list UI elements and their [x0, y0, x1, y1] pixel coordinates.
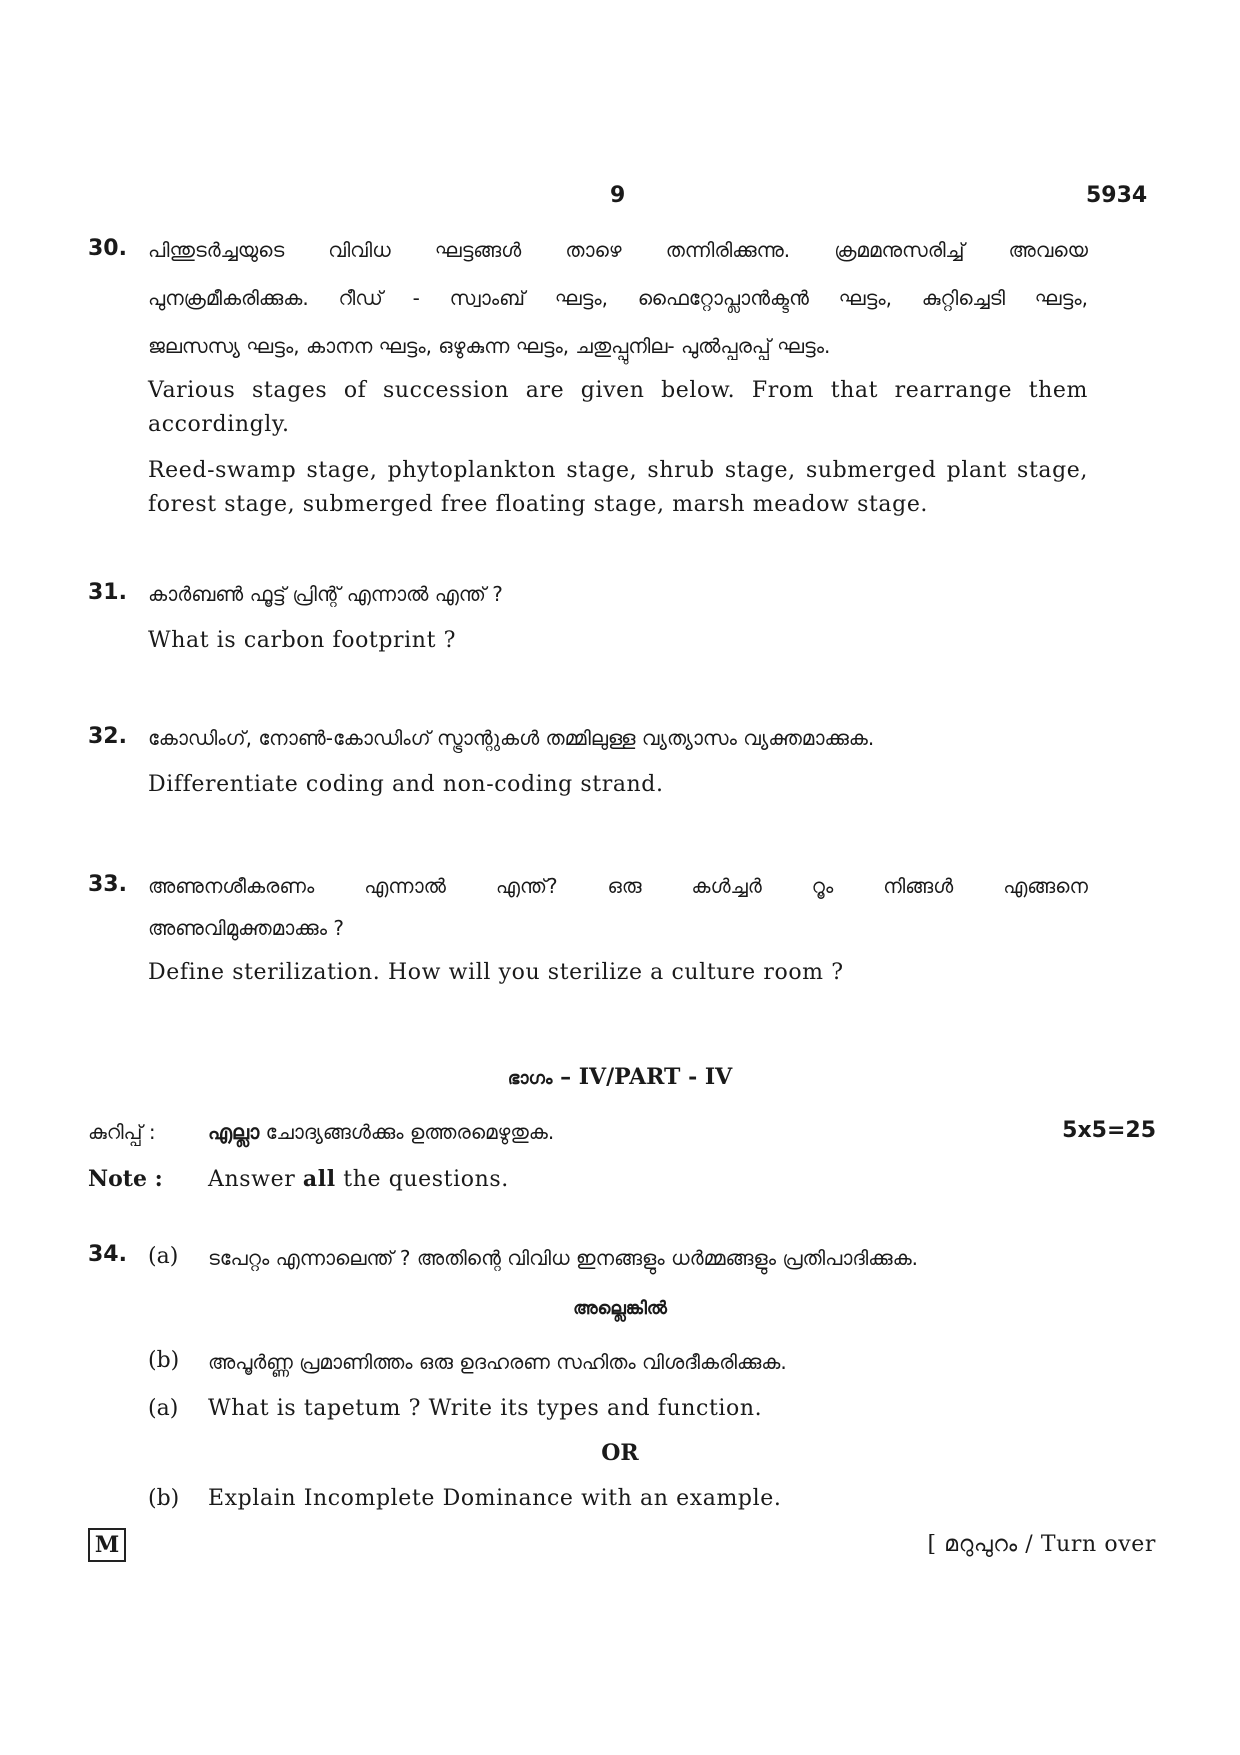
part-heading-separator: –: [552, 1064, 579, 1090]
question-number-30: 30.: [88, 236, 127, 261]
q32-malayalam: കോഡിംഗ്, നോൺ-കോഡിംഗ് സ്ട്രാന്റുകൾ തമ്മിലുള്ള വ്യത്യാസം വ്യക്തമാക്കുക.: [148, 726, 875, 750]
q34-a-english: What is tapetum ? Write its types and function.: [208, 1396, 763, 1421]
q30-english-line-1: Various stages of succession are given below. From that rearrange them: [148, 378, 1088, 403]
page-number: 9: [610, 183, 626, 208]
q34-a-label-malayalam: (a): [148, 1244, 179, 1269]
marks-total: 5x5=25: [1062, 1118, 1156, 1143]
note-text-malayalam: [208, 1120, 554, 1144]
turn-over: [ മറുപുറം / Turn over: [927, 1532, 1156, 1557]
note-post: the questions.: [335, 1167, 509, 1192]
q30-malayalam-line-3: ജലസസ്യ ഘട്ടം, കാനന ഘട്ടം, ഒഴുകുന്ന ഘട്ടം, ചതുപ്പുനില- പുൽപ്പരപ്പ് ഘട്ടം.: [148, 334, 831, 358]
q31-malayalam: കാർബൺ ഫൂട്ട് പ്രിന്റ് എന്നാൽ എന്ത് ?: [148, 582, 503, 606]
note-label-english: Note :: [88, 1166, 163, 1192]
note-all-english: all: [302, 1166, 336, 1192]
q30-english-line-2: accordingly.: [148, 412, 290, 437]
note-text-english: [208, 1166, 509, 1192]
q34-b-label-malayalam: (b): [148, 1348, 180, 1373]
q34-b-label-english: (b): [148, 1486, 180, 1511]
question-30: [148, 236, 1098, 516]
q30-english-line-4: forest stage, submerged free floating stage, marsh meadow stage.: [148, 492, 929, 517]
question-number-31: 31.: [88, 580, 127, 605]
note-all-malayalam: എല്ലാ: [208, 1120, 260, 1144]
medium-box: M: [88, 1528, 126, 1562]
q30-malayalam-line-1: പിന്തുടർച്ചയുടെ വിവിധ ഘട്ടങ്ങൾ താഴെ തന്നിരിക്കുന്നു. ക്രമമനുസരിച്ച് അവയെ: [148, 238, 1088, 262]
note-pre: Answer: [208, 1167, 303, 1192]
part-heading-malayalam: ഭാഗം: [507, 1068, 553, 1089]
note-rest-malayalam: ചോദ്യങ്ങൾക്കും ഉത്തരമെഴുതുക.: [259, 1120, 555, 1144]
q30-english-line-3: Reed-swamp stage, phytoplankton stage, shrub stage, submerged plant stage,: [148, 458, 1088, 483]
question-number-32: 32.: [88, 724, 127, 749]
note-label-malayalam: കുറിപ്പ് :: [88, 1120, 156, 1144]
part-heading: [0, 1064, 1240, 1090]
paper-code: 5934: [1086, 183, 1148, 208]
q32-english: Differentiate coding and non-coding strand.: [148, 772, 664, 797]
q30-malayalam-line-2: പുനക്രമീകരിക്കുക. റീഡ് - സ്വാംബ് ഘട്ടം, ഫൈറ്റോപ്ലാൻക്ടൻ ഘട്ടം, കുറ്റിച്ചെടി ഘട്ടം,: [148, 286, 1088, 310]
q34-a-label-english: (a): [148, 1396, 179, 1421]
or-english: OR: [601, 1440, 639, 1466]
q34-b-english: Explain Incomplete Dominance with an example.: [208, 1486, 782, 1511]
q33-malayalam-line-2: അണുവിമുക്തമാക്കും ?: [148, 916, 344, 940]
q34-a-malayalam: ടപേറ്റം എന്നാലെന്ത് ? അതിന്റെ വിവിധ ഇനങ്ങളും ധർമ്മങ്ങളും പ്രതിപാദിക്കുക.: [208, 1246, 919, 1270]
question-number-34: 34.: [88, 1242, 127, 1267]
part-heading-english: IV/PART - IV: [578, 1064, 733, 1090]
q33-malayalam-line-1: അണുനശീകരണം എന്നാൽ എന്ത്? ഒരു കൾച്ചർ റൂം നിങ്ങൾ എങ്ങനെ: [148, 874, 1088, 898]
or-malayalam: അല്ലെങ്കിൽ: [573, 1298, 667, 1319]
q34-b-malayalam: അപൂർണ്ണ പ്രമാണിത്തം ഒരു ഉദഹരണ സഹിതം വിശദീകരിക്കുക.: [208, 1350, 787, 1374]
q33-english: Define sterilization. How will you sterilize a culture room ?: [148, 960, 844, 985]
question-number-33: 33.: [88, 872, 127, 897]
q31-english: What is carbon footprint ?: [148, 628, 457, 653]
